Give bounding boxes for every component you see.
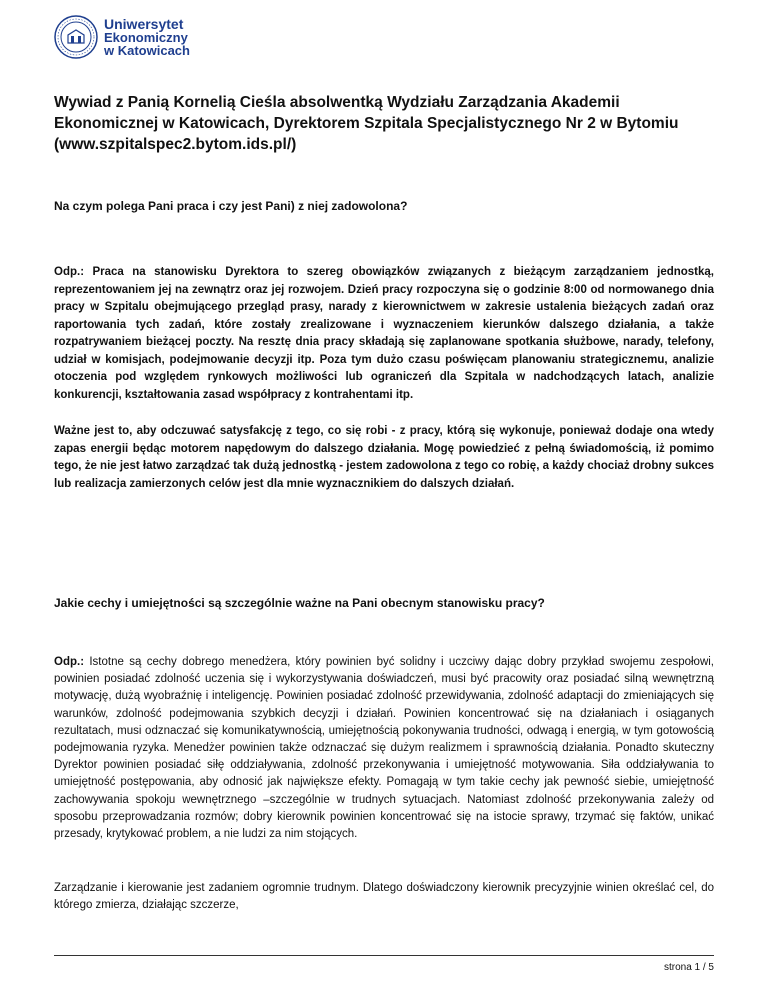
document-title: Wywiad z Panią Kornelią Cieśla absolwentką Wydziału Zarządzania Akademii Ekonomicznej w Katowicach, Dyrektorem Szpitala Specjalistycznego Nr 2 w Bytomiu (www.szpitalspec2.bytom.ids.pl/) bbox=[54, 94, 679, 153]
answer-1-text: Praca na stanowisku Dyrektora to szereg obowiązków związanych z bieżącym zarządzaniem jednostką, reprezentowaniem jej na zewnątrz oraz jej rozwojem. Dzień pracy rozpoczyna się o godzinie 8:00 od normowanego dnia pracy w Szpitalu obejmującego przegląd prasy, narady z kierownictwem w zakresie ustalenia bieżących zadań oraz raportowania tych zadań, które zostały zrealizowane i wyznaczeniem kierunków dalszego działania, a także rozpatrywaniem bieżącej poczty. Na resztę dnia pracy składają się zaplanowane spotkania służbowe, narady, telefony, udział w komisjach, podejmowanie decyzji itp. Poza tym dużo czasu poświęcam planowaniu strategicznemu, analizie otoczenia pod względem rynkowych możliwości lub ograniczeń dla Szpitala w nadchodzących latach, analizie konkurencji, kształtowania zasad współpracy z kontrahentami itp. bbox=[54, 266, 714, 401]
university-name bbox=[104, 15, 190, 58]
answer-2-text: Istotne są cechy dobrego menedżera, który powinien być solidny i uczciwy dając dobry przykład swojemu zespołowi, powinien posiadać zdolność uczenia się i wykorzystywania doświadczeń, musi być pracowity oraz posiadać silną wewnętrzną motywację, dużą wyobraźnię i inteligencję. Powinien posiadać zdolność przewidywania, zdolność adaptacji do zmieniających się warunków, zdolność podejmowania szybkich decyzji i działań. Powinien koncentrować się na działaniach i osiąganych rezultatach, musi odznaczać się komunikatywnością, umiejętnością pokonywania trudności, odwagą i energią, w tym gotowością podejmowania ryzyka. Menedżer powinien także odznaczać się dużym realizmem i sprawnością działania. Ponadto skuteczny Dyrektor powinien posiadać siłę oddziaływania, zdolność przekonywania i umiejętność motywowania. Siła oddziaływania to umiejętność postępowania, aby odnosić jak największe efekty. Pomagają w tym takie cechy jak pewność siebie, umiejętność zachowywania spokoju wewnętrznego –szczególnie w trudnych sytuacjach. Natomiast zdolność przekonywania zależy od sposobu przeprowadzania rozmów; dobry kierownik powinien koncentrować się na istocie sprawy, trzymać się faktów, unikać przesady, krytykować problem, a nie ludzi za nim stojących. bbox=[54, 656, 714, 841]
answer-1-continuation: Ważne jest to, aby odczuwać satysfakcję z tego, co się robi - z pracy, którą się wykonuje, ponieważ dodaje ona wtedy zapas energii będąc motorem napędowym do dalszego działania. Mogę powiedzieć z pełną świadomością, iż pomimo tego, że nie jest łatwo zarządzać tak dużą jednostką - jestem zadowolona z tego co robię, a każdy chociaż drobny sukces lub realizacja zamierzonych celów jest dla mnie wyznacznikiem do dalszych działań. bbox=[54, 425, 714, 490]
answer-2 bbox=[54, 654, 714, 843]
university-logo bbox=[54, 14, 190, 60]
answer-2-label: Odp.: bbox=[54, 656, 85, 668]
question-2: Jakie cechy i umiejętności są szczególnie ważne na Pani obecnym stanowisku pracy? bbox=[54, 596, 545, 610]
page-number: strona 1 / 5 bbox=[663, 962, 714, 973]
answer-2-continuation: Zarządzanie i kierowanie jest zadaniem ogromnie trudnym. Dlatego doświadczony kierownik precyzyjnie winien określać cel, do którego zmierza, działając szczerze, bbox=[54, 882, 714, 912]
answer-1 bbox=[54, 264, 714, 404]
question-1: Na czym polega Pani praca i czy jest Pani) z niej zadowolona? bbox=[54, 199, 408, 213]
university-name-line-3: w Katowicach bbox=[104, 42, 190, 58]
university-name-line-1: Uniwersytet bbox=[104, 15, 184, 32]
university-seal-icon bbox=[54, 15, 98, 59]
answer-1-label: Odp.: bbox=[54, 266, 85, 278]
university-name-line-2: Ekonomiczny bbox=[104, 29, 188, 45]
footer-divider bbox=[54, 955, 714, 956]
